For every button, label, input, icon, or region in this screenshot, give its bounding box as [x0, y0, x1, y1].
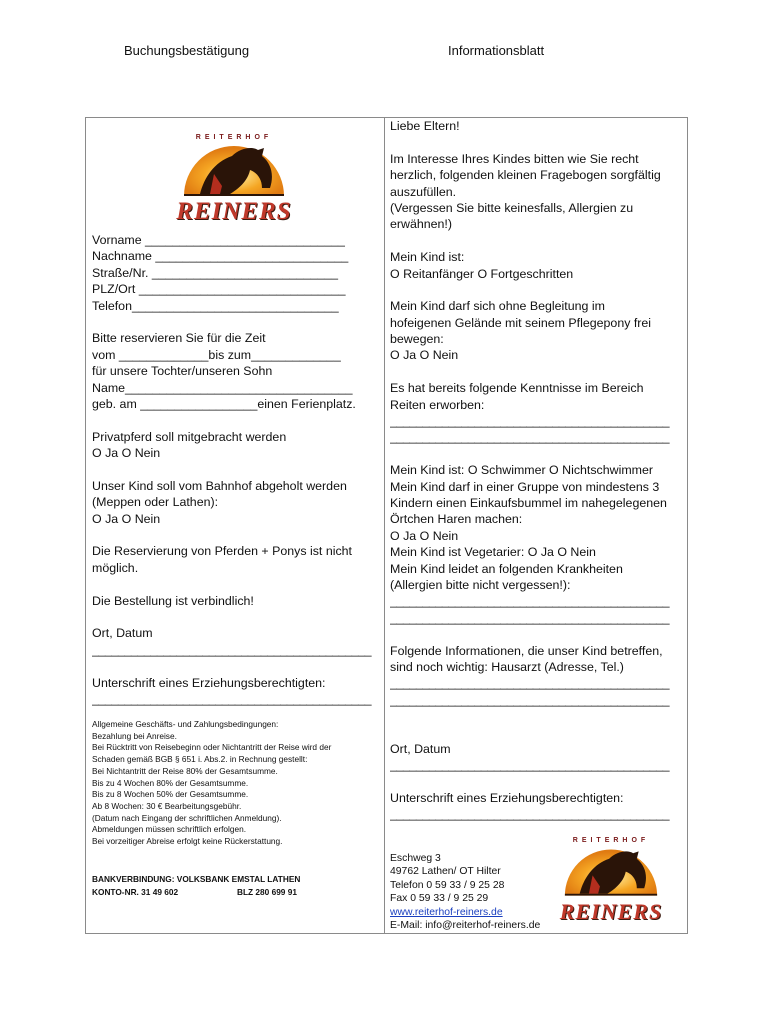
questionnaire-line: (Allergien bitte nicht vergessen!):: [390, 577, 571, 592]
spacer: [390, 233, 684, 249]
address-email: E-Mail: info@reiterhof-reiners.de: [390, 920, 541, 932]
blank-entry-line[interactable]: ___________________________________________: [390, 676, 670, 691]
terms-line: Bei Rücktritt von Reisebeginn oder Nichtantritt der Reise wird der: [92, 742, 332, 753]
blank-entry-line[interactable]: ___________________________________________: [92, 691, 372, 706]
terms-line: Allgemeine Geschäfts- und Zahlungsbedingungen:: [92, 719, 279, 729]
questionnaire-line: Örtchen Haren machen:: [390, 512, 523, 527]
spacer: [92, 314, 378, 330]
booking-form-line: Die Bestellung ist verbindlich!: [92, 593, 254, 608]
column-divider: [384, 117, 385, 934]
questionnaire-line: O Ja O Nein: [390, 348, 459, 363]
blank-entry-line[interactable]: ___________________________________________: [390, 594, 670, 609]
terms-line: Bis zu 4 Wochen 80% der Gesamtsumme.: [92, 777, 249, 788]
booking-form-line: Die Reservierung von Pferden + Ponys ist nicht: [92, 544, 352, 559]
terms-line: Bis zu 8 Wochen 50% der Gesamtsumme.: [92, 789, 249, 800]
spacer: [390, 134, 684, 150]
blank-entry-line[interactable]: ___________________________________________: [390, 758, 670, 773]
spacer: [390, 446, 684, 462]
questionnaire-line: hofeigenen Gelände mit seinem Pflegepony frei: [390, 315, 652, 330]
spacer: [92, 461, 378, 477]
terms-and-conditions: [92, 719, 378, 848]
terms-line: Ab 8 Wochen: 30 € Bearbeitungsgebühr.: [92, 800, 242, 811]
address-street: Eschweg 3: [390, 853, 441, 864]
spacer: [390, 774, 684, 790]
info-sheet-title: Informationsblatt: [448, 43, 545, 58]
questionnaire-line: Mein Kind leidet an folgenden Krankheiten: [390, 561, 623, 576]
questionnaire-line: Folgende Informationen, die unser Kind betreffen,: [390, 643, 663, 658]
address-phone: Telefon 0 59 33 / 9 25 28: [390, 879, 505, 891]
terms-line: Bei Nichtantritt der Reise 80% der Gesamtsumme.: [92, 765, 278, 776]
contact-address: [390, 852, 540, 932]
terms-line: Bei vorzeitiger Abreise erfolgt keine Rückerstattung.: [92, 836, 283, 847]
blank-entry-line[interactable]: ___________________________________________: [390, 610, 670, 625]
questionnaire-line: herzlich, folgenden kleinen Fragebogen sorgfältig: [390, 168, 661, 183]
booking-form-line: vom _____________bis zum_____________: [92, 347, 341, 362]
blank-entry-line[interactable]: ___________________________________________: [390, 807, 670, 822]
booking-form-line: Bitte reservieren Sie für die Zeit: [92, 331, 266, 346]
spacer: [390, 282, 684, 298]
booking-confirmation-title: Buchungsbestätigung: [124, 43, 250, 58]
website-link[interactable]: www.reiterhof-reiners.de: [390, 906, 503, 918]
questionnaire-line: O Reitanfänger O Fortgeschritten: [390, 266, 574, 281]
booking-form-line: O Ja O Nein: [92, 446, 161, 461]
logo-wordmark: REINERS: [176, 198, 292, 225]
booking-form-line: für unsere Tochter/unseren Sohn: [92, 364, 273, 379]
booking-form-line: Privatpferd soll mitgebracht werden: [92, 429, 287, 444]
questionnaire-line: O Ja O Nein: [390, 528, 459, 543]
blank-entry-line[interactable]: ___________________________________________: [390, 414, 670, 429]
booking-form-line: Unterschrift eines Erziehungsberechtigten:: [92, 675, 326, 690]
questionnaire-line: sind noch wichtig: Hausarzt (Adresse, Tel.): [390, 659, 624, 674]
questionnaire-line: Ort, Datum: [390, 741, 451, 756]
spacer: [390, 724, 684, 740]
terms-line: Abmeldungen müssen schriftlich erfolgen.: [92, 824, 247, 835]
booking-form-line: Name_________________________________: [92, 380, 353, 395]
spacer: [390, 626, 684, 642]
questionnaire-line: auszufüllen.: [390, 184, 457, 199]
blank-entry-line[interactable]: ___________________________________________: [92, 642, 372, 657]
booking-form-column: [92, 232, 378, 707]
questionnaire-line: Mein Kind ist:: [390, 250, 465, 265]
booking-form-line: Vorname _____________________________: [92, 233, 345, 247]
questionnaire-line: Mein Kind darf sich ohne Begleitung im: [390, 299, 605, 314]
spacer: [92, 658, 378, 674]
spacer: [92, 576, 378, 592]
questionnaire-line: bewegen:: [390, 332, 444, 347]
booking-form-line: möglich.: [92, 560, 139, 575]
questionnaire-line: Mein Kind darf in einer Gruppe von mindestens 3: [390, 479, 660, 494]
bank-details: [92, 873, 378, 898]
logo-wordmark: REINERS: [559, 899, 663, 924]
booking-form-line: Unser Kind soll vom Bahnhof abgeholt werden: [92, 478, 347, 493]
logo-arc-text: REITERHOF: [195, 134, 273, 141]
logo-arc-text: REITERHOF: [572, 837, 650, 844]
booking-form-line: O Ja O Nein: [92, 511, 161, 526]
reiterhof-logo-top: [170, 128, 298, 228]
booking-form-line: Ort, Datum: [92, 626, 153, 641]
questionnaire-line: Liebe Eltern!: [390, 119, 460, 133]
questionnaire-line: Es hat bereits folgende Kenntnisse im Bereich: [390, 381, 644, 396]
bank-name: BANKVERBINDUNG: VOLKSBANK EMSTAL LATHEN: [92, 874, 301, 884]
reiterhof-logo-bottom: [552, 831, 670, 927]
account-number: KONTO-NR. 31 49 602: [92, 886, 179, 897]
questionnaire-line: Kindern einen Einkaufsbummel im nahegelegenen: [390, 495, 667, 510]
bank-code: BLZ 280 699 91: [237, 886, 297, 897]
terms-line: Schaden gemäß BGB § 651 i. Abs.2. in Rechnung gestellt:: [92, 754, 308, 765]
booking-form-line: Straße/Nr. ___________________________: [92, 265, 338, 280]
questionnaire-line: Mein Kind ist Vegetarier: O Ja O Nein: [390, 545, 596, 560]
questionnaire-line: erwähnen!): [390, 217, 452, 232]
questionnaire-line: Reiten erworben:: [390, 397, 485, 412]
questionnaire-column: [390, 118, 684, 823]
address-fax: Fax 0 59 33 / 9 25 29: [390, 893, 489, 905]
questionnaire-line: (Vergessen Sie bitte keinesfalls, Allergien zu: [390, 200, 634, 215]
questionnaire-line: Mein Kind ist: O Schwimmer O Nichtschwimmer: [390, 463, 654, 478]
blank-entry-line[interactable]: ___________________________________________: [390, 692, 670, 707]
questionnaire-line: Unterschrift eines Erziehungsberechtigten:: [390, 791, 624, 806]
questionnaire-line: Im Interesse Ihres Kindes bitten wie Sie recht: [390, 151, 639, 166]
spacer: [92, 527, 378, 543]
spacer: [390, 364, 684, 380]
booking-form-line: Nachname ____________________________: [92, 249, 349, 264]
spacer: [390, 708, 684, 724]
booking-form-line: Telefon______________________________: [92, 298, 339, 313]
booking-form-line: geb. am _________________einen Ferienplatz.: [92, 396, 356, 411]
booking-form-line: PLZ/Ort ______________________________: [92, 282, 346, 297]
address-city: 49762 Lathen/ OT Hilter: [390, 866, 501, 878]
spacer: [92, 609, 378, 625]
spacer: [92, 412, 378, 428]
blank-entry-line[interactable]: ___________________________________________: [390, 430, 670, 445]
terms-line: (Datum nach Eingang der schriftlichen Anmeldung).: [92, 812, 282, 823]
booking-form-line: (Meppen oder Lathen):: [92, 495, 219, 510]
terms-line: Bezahlung bei Anreise.: [92, 730, 177, 741]
